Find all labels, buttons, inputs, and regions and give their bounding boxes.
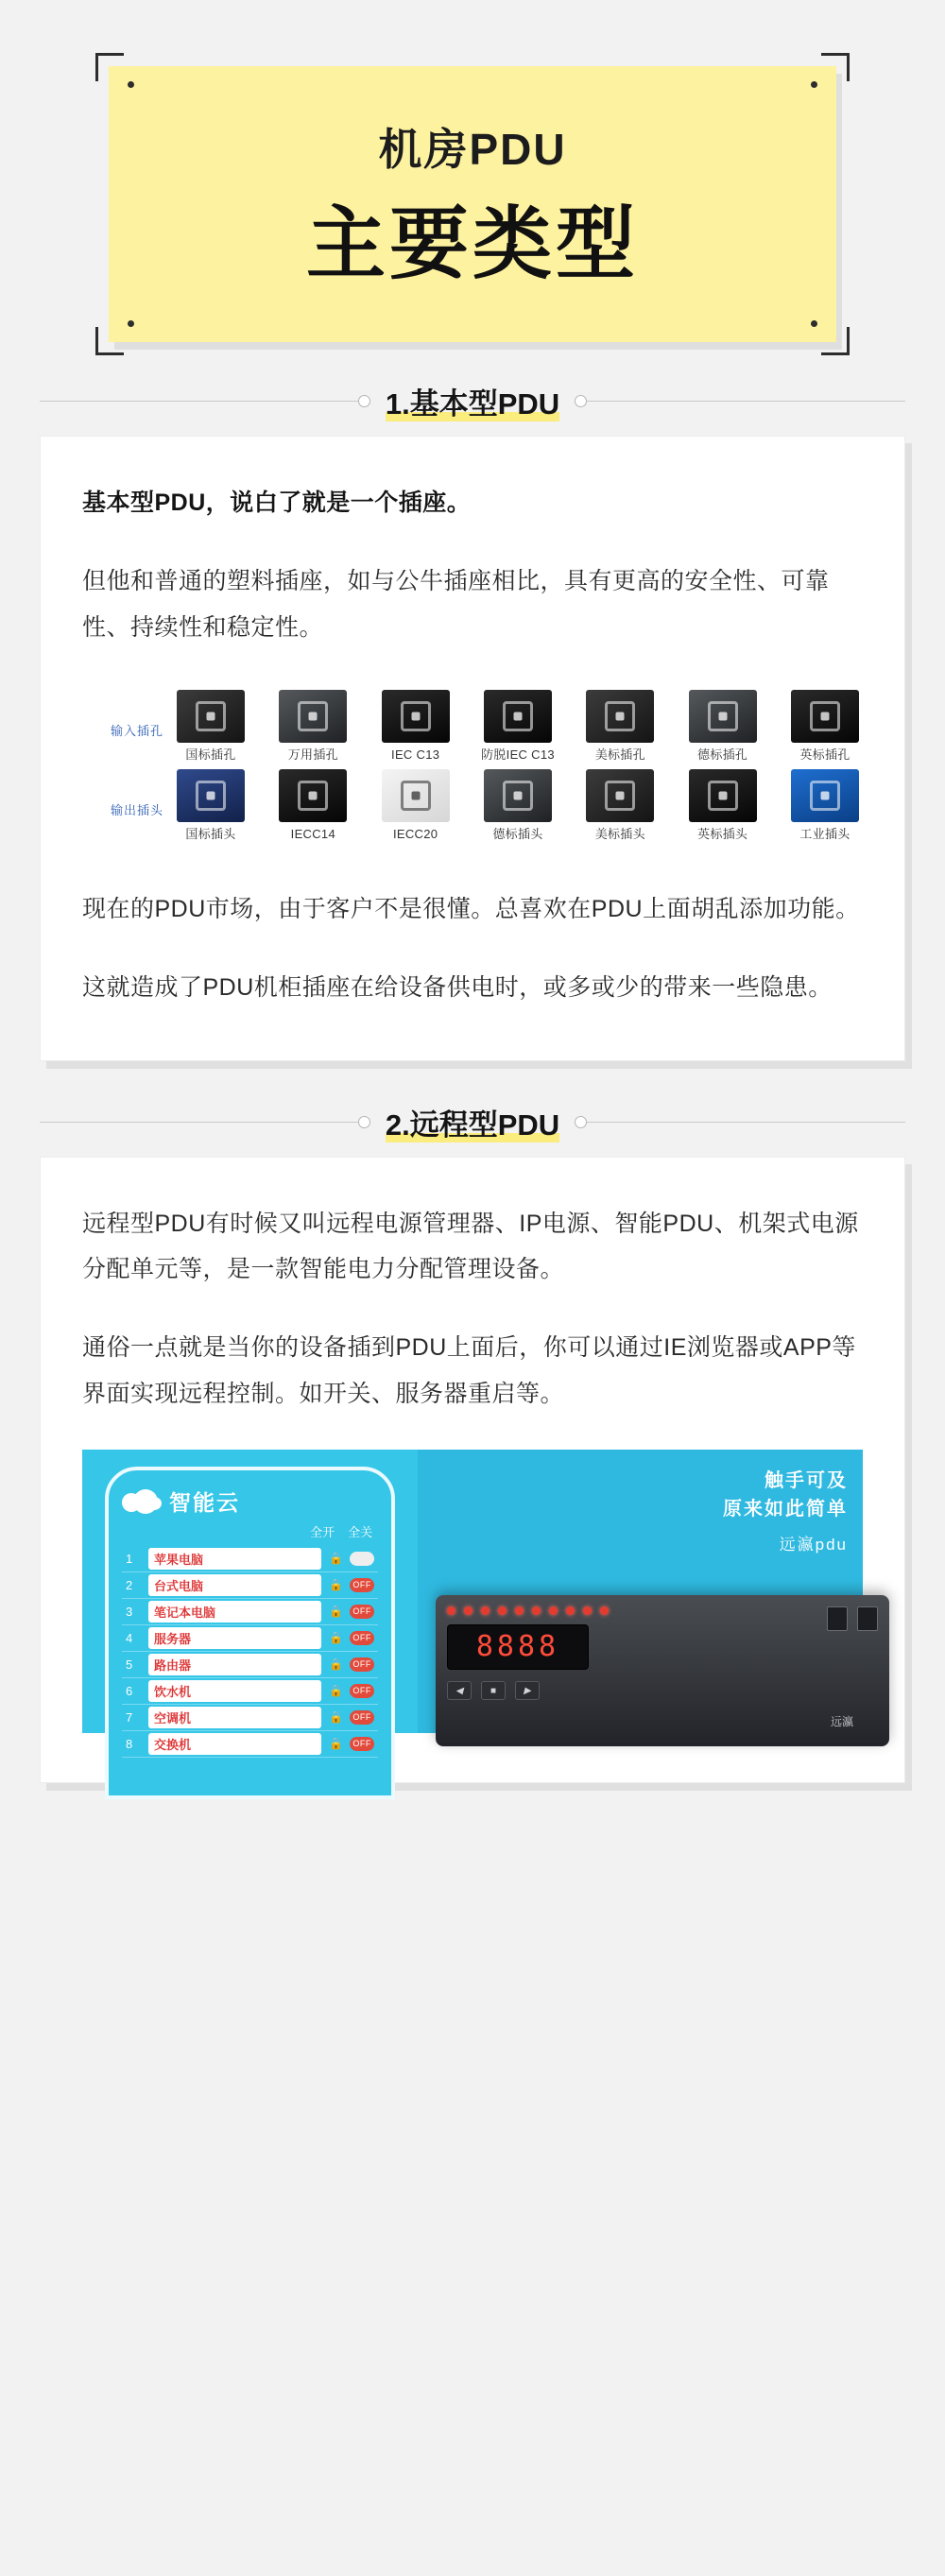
cloud-icon <box>122 1489 160 1512</box>
title-card <box>109 66 836 342</box>
corner-bracket-top-right-icon <box>821 53 850 81</box>
plug-item <box>582 690 658 764</box>
plug-caption: IECC14 <box>290 827 335 842</box>
screw-dot-icon <box>128 81 134 88</box>
corner-bracket-bottom-left-icon <box>95 327 124 355</box>
plug-item <box>378 690 454 764</box>
stop-button[interactable]: ■ <box>481 1681 506 1700</box>
lock-icon[interactable]: 🔒 <box>329 1684 344 1698</box>
power-toggle[interactable]: OFF <box>350 1710 374 1725</box>
plug-item <box>173 690 249 764</box>
slogan-line-2: 原来如此简单 <box>722 1498 848 1520</box>
all-on-button[interactable]: 全开 <box>310 1524 335 1539</box>
device-name: 台式电脑 <box>148 1574 321 1596</box>
plug-image-icon <box>177 690 245 743</box>
led-strip-icon <box>447 1606 878 1615</box>
paragraph: 但他和普通的塑料插座，如与公牛插座相比，具有更高的安全性、可靠性、持续性和稳定性。 <box>82 567 830 641</box>
section-remote-pdu <box>0 1101 945 1783</box>
device-index: 1 <box>126 1551 133 1566</box>
device-list-item[interactable] <box>122 1705 378 1731</box>
node-left-icon <box>358 1116 370 1128</box>
app-bulk-actions <box>122 1522 378 1540</box>
all-off-button[interactable]: 全关 <box>348 1524 373 1539</box>
corner-bracket-bottom-right-icon <box>821 327 850 355</box>
section-title <box>370 380 575 422</box>
section-heading-row <box>0 380 945 422</box>
screw-dot-icon <box>811 320 817 327</box>
plug-image-icon <box>689 769 757 822</box>
power-toggle[interactable]: OFF <box>350 1737 374 1751</box>
plug-caption: 万用插孔 <box>287 747 338 763</box>
device-list-item[interactable] <box>122 1625 378 1652</box>
section-card <box>40 1157 905 1783</box>
page-title: 主要类型 <box>305 199 639 288</box>
node-right-icon <box>575 395 587 407</box>
plug-types-figure <box>82 682 863 854</box>
device-name: 饮水机 <box>148 1680 321 1702</box>
divider-right <box>587 1122 905 1123</box>
lock-icon[interactable]: 🔒 <box>329 1552 344 1566</box>
device-index: 5 <box>126 1657 133 1672</box>
plug-image-icon <box>382 690 450 743</box>
hero-section <box>0 0 945 380</box>
plug-image-icon <box>586 769 654 822</box>
plug-item <box>582 769 658 843</box>
next-button[interactable]: ▶ <box>515 1681 540 1700</box>
device-index: 6 <box>126 1683 133 1698</box>
prev-button[interactable]: ◀ <box>447 1681 472 1700</box>
paragraph: 基本型PDU，说白了就是一个插座。 <box>82 489 472 517</box>
corner-bracket-top-left-icon <box>95 53 124 81</box>
plug-caption: IEC C13 <box>391 747 440 763</box>
plug-caption: 国标插头 <box>185 827 236 842</box>
paragraph: 这就造成了PDU机柜插座在给设备供电时，或多或少的带来一些隐患。 <box>82 973 833 1001</box>
device-list-item[interactable] <box>122 1731 378 1758</box>
pdu-device <box>436 1595 889 1746</box>
watermark: 远瀛 <box>830 1714 853 1728</box>
device-index: 3 <box>126 1604 133 1619</box>
device-list-item[interactable] <box>122 1572 378 1599</box>
lock-icon[interactable]: 🔒 <box>329 1657 344 1672</box>
device-list-item[interactable] <box>122 1652 378 1678</box>
app-header <box>122 1485 378 1517</box>
power-toggle[interactable]: OFF <box>350 1631 374 1645</box>
plug-caption: 防脱IEC C13 <box>481 747 555 763</box>
pdu-button-row[interactable] <box>447 1681 878 1700</box>
section-title <box>370 1101 575 1143</box>
plug-image-icon <box>791 769 859 822</box>
screw-dot-icon <box>128 320 134 327</box>
plug-caption: IECC20 <box>392 827 438 842</box>
plug-item <box>275 769 351 843</box>
plug-row-label: 输出插头 <box>110 803 163 818</box>
ethernet-port-icon <box>857 1606 878 1631</box>
device-list-item[interactable] <box>122 1546 378 1572</box>
node-right-icon <box>575 1116 587 1128</box>
plug-image-icon <box>586 690 654 743</box>
lock-icon[interactable]: 🔒 <box>329 1605 344 1619</box>
device-name: 交换机 <box>148 1733 321 1755</box>
section-basic-pdu <box>0 380 945 1061</box>
power-toggle[interactable]: OFF <box>350 1657 374 1672</box>
power-toggle[interactable] <box>350 1552 374 1566</box>
usb-port-icon <box>827 1606 848 1631</box>
plug-image-icon <box>791 690 859 743</box>
app-title: 智能云 <box>169 1489 240 1515</box>
plug-item <box>480 769 556 843</box>
device-index: 4 <box>126 1630 133 1645</box>
section-card <box>40 436 905 1061</box>
plug-item <box>275 690 351 764</box>
power-toggle[interactable]: OFF <box>350 1605 374 1619</box>
paragraph: 现在的PDU市场，由于客户不是很懂。总喜欢在PDU上面胡乱添加功能。 <box>82 896 860 923</box>
section-title-text: 2.远程型PDU <box>385 1108 560 1142</box>
device-index: 2 <box>126 1577 133 1592</box>
device-list-item[interactable] <box>122 1678 378 1705</box>
lock-icon[interactable]: 🔒 <box>329 1710 344 1725</box>
app-screenshot <box>82 1450 418 1752</box>
pdu-port-group <box>827 1606 878 1631</box>
section-title-text: 1.基本型PDU <box>385 387 560 421</box>
plug-item <box>787 769 863 843</box>
device-name: 苹果电脑 <box>148 1548 321 1570</box>
pdu-product-photo <box>418 1450 863 1733</box>
plug-image-icon <box>382 769 450 822</box>
plug-image-icon <box>689 690 757 743</box>
lock-icon[interactable]: 🔒 <box>329 1737 344 1751</box>
hero-kicker: 机房PDU <box>378 125 567 174</box>
plug-caption: 德标插孔 <box>697 747 748 763</box>
device-index: 8 <box>126 1736 133 1751</box>
device-name: 笔记本电脑 <box>148 1601 321 1623</box>
power-toggle[interactable]: OFF <box>350 1684 374 1698</box>
divider-right <box>587 401 905 402</box>
plug-image-icon <box>484 690 552 743</box>
plug-row-label: 输入插孔 <box>110 724 163 739</box>
lock-icon[interactable]: 🔒 <box>329 1631 344 1645</box>
device-index: 7 <box>126 1709 133 1725</box>
paragraph: 通俗一点就是当你的设备插到PDU上面后，你可以通过IE浏览器或APP等界面实现远程控制。如开关、服务器重启等。 <box>82 1334 856 1407</box>
remote-pdu-figure <box>82 1450 863 1752</box>
plug-image-icon <box>177 769 245 822</box>
device-name: 服务器 <box>148 1627 321 1649</box>
screw-dot-icon <box>811 81 817 88</box>
device-name: 路由器 <box>148 1654 321 1675</box>
plug-row-inputs <box>82 690 863 764</box>
plug-caption: 国标插孔 <box>185 747 236 763</box>
section-heading-row <box>0 1101 945 1143</box>
plug-image-icon <box>279 690 347 743</box>
pdu-display: 8888 <box>447 1624 589 1670</box>
plug-image-icon <box>484 769 552 822</box>
plug-image-icon <box>279 769 347 822</box>
paragraph: 远程型PDU有时候又叫远程电源管理器、IP电源、智能PDU、机架式电源分配单元等，是一款智能电力分配管理设备。 <box>82 1210 859 1283</box>
device-name: 空调机 <box>148 1707 321 1728</box>
power-toggle[interactable]: OFF <box>350 1578 374 1592</box>
lock-icon[interactable]: 🔒 <box>329 1578 344 1592</box>
plug-item <box>685 769 761 843</box>
node-left-icon <box>358 395 370 407</box>
brand-label: 远瀛pdu <box>779 1535 848 1554</box>
plug-item <box>685 690 761 764</box>
plug-caption: 美标插孔 <box>594 747 645 763</box>
device-list-item[interactable] <box>122 1599 378 1625</box>
plug-caption: 英标插孔 <box>799 747 850 763</box>
plug-caption: 德标插头 <box>492 827 543 842</box>
plug-row-outputs <box>82 769 863 843</box>
plug-item <box>480 690 556 764</box>
divider-left <box>40 401 358 402</box>
divider-left <box>40 1122 358 1123</box>
plug-item <box>173 769 249 843</box>
slogan-line-1: 触手可及 <box>764 1469 848 1491</box>
plug-item <box>787 690 863 764</box>
plug-item <box>378 769 454 843</box>
plug-caption: 英标插头 <box>697 827 748 842</box>
plug-caption: 工业插头 <box>799 827 850 842</box>
phone-mockup <box>105 1467 395 1799</box>
plug-caption: 美标插头 <box>594 827 645 842</box>
